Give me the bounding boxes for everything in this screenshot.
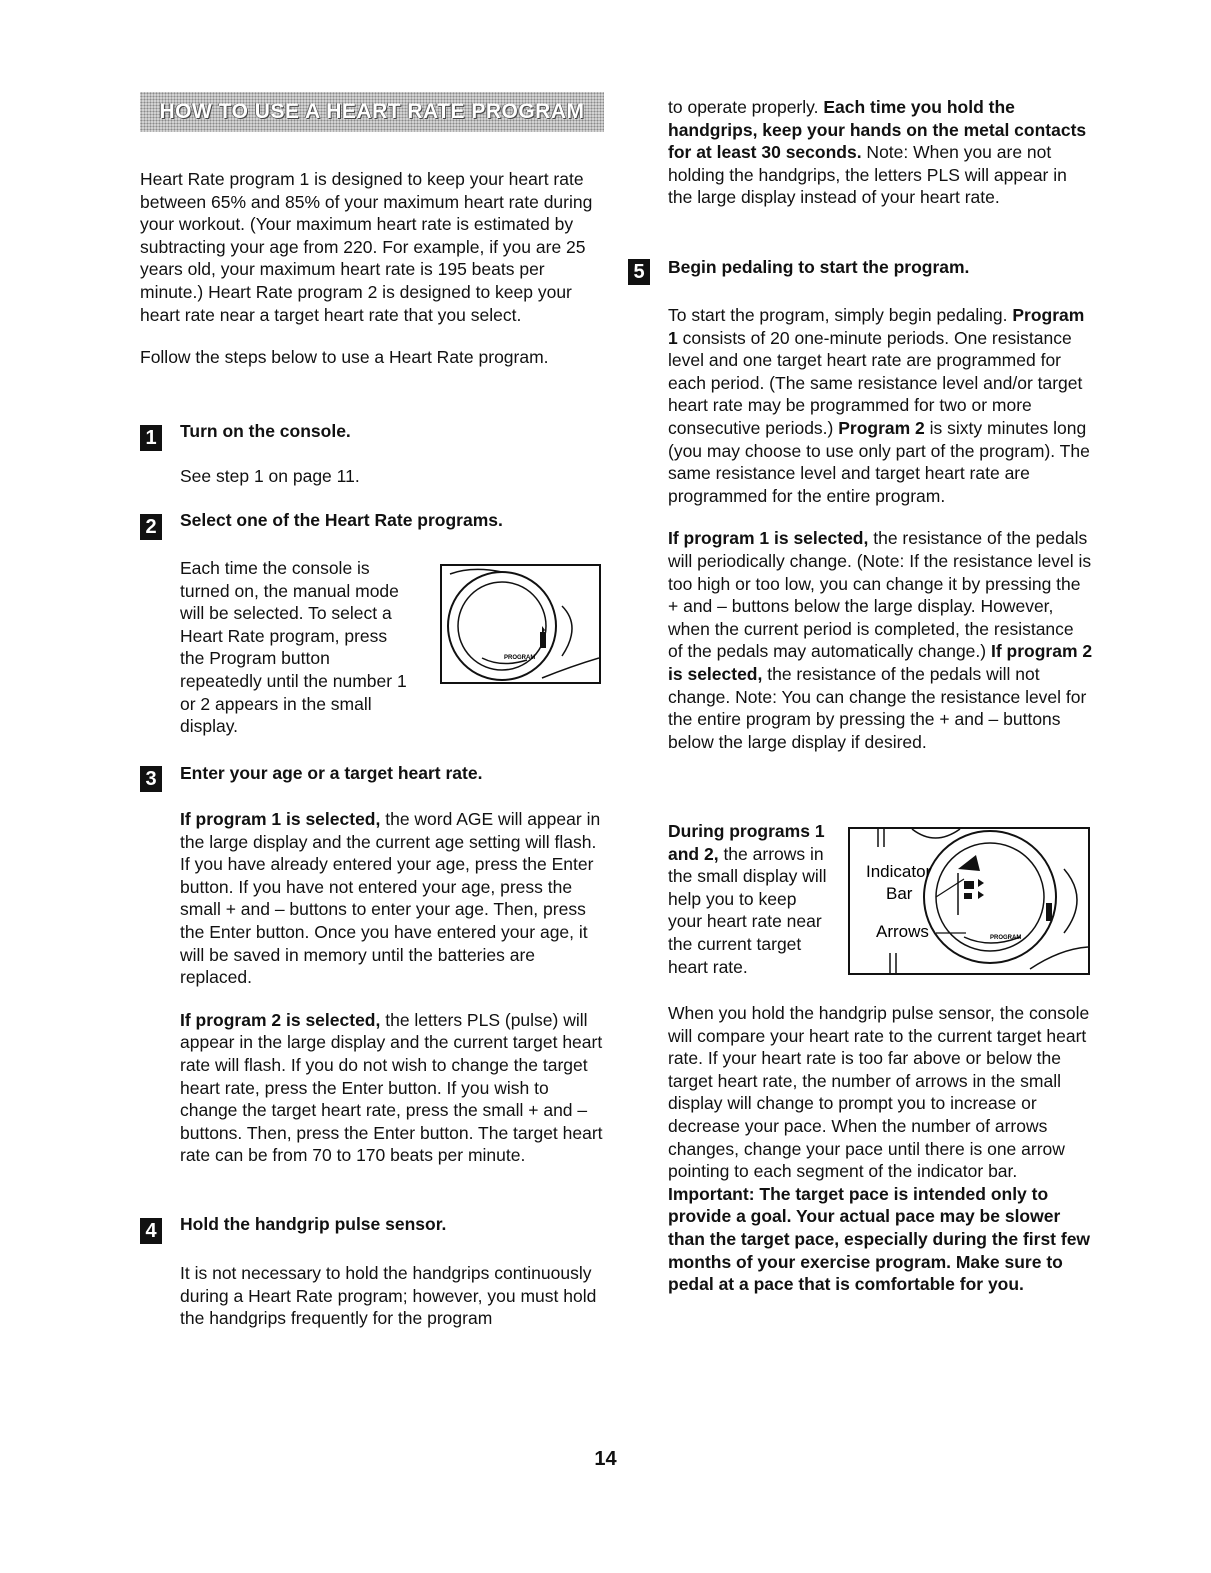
bold-lead: If program 1 is selected, (180, 809, 381, 829)
paragraph-text: is sixty minutes long (you may choose to use only part of the program). The same resistance level and target heart rate are programmed for the entire program. (668, 417, 1090, 506)
section-title: HOW TO USE A HEART RATE PROGRAM (159, 99, 585, 123)
intro-paragraph-2: Follow the steps below to use a Heart Rate program. (140, 347, 549, 368)
page-number: 14 (594, 1448, 617, 1470)
arrows-intro-paragraph (668, 820, 828, 978)
step-4-continued (668, 96, 1093, 209)
paragraph-text: consists of 20 one-minute periods. One resistance level and one target heart rate are programmed for each period. (The same resistance level and/or target heart rate may be programmed for two or more consecutive periods.) (668, 327, 1083, 438)
bold-lead: If program 2 is selected, (180, 1009, 381, 1030)
program-button-label: PROGRAM (990, 935, 1022, 941)
bold-lead: Program 1 (668, 305, 1085, 348)
section-header (140, 92, 604, 132)
bold-text: Each time you hold the handgrips, keep your hands on the metal contacts for at least 30 seconds. (668, 97, 1087, 163)
arrows-detail-paragraph (668, 1002, 1093, 1296)
paragraph-text: the word AGE will appear in the large display and the current age setting will flash. If you have already entered your age, press the Enter button. If you have not entered your age, press the small + and – buttons to enter your age. Then, press the Enter button. Once you have entered your age, it will be saved in memory until the batteries are replaced. (180, 809, 601, 988)
intro-text (140, 168, 600, 369)
paragraph-text: To start the program, simply begin pedaling. (668, 305, 1013, 325)
resistance-paragraph (668, 527, 1093, 753)
bold-lead: If program 1 is selected, (668, 528, 869, 549)
bar-label: Bar (886, 884, 913, 903)
arrows-label: Arrows (876, 922, 929, 941)
step-body: Each time the console is turned on, the manual mode will be selected. To select a Heart Rate program, press the Program button repeatedly until the number 1 or 2 appears in the small display. (180, 558, 407, 737)
program-2-paragraph (180, 1009, 605, 1167)
step-body (668, 304, 1093, 753)
step-body (180, 808, 605, 1167)
program-description-paragraph (668, 304, 1093, 507)
paragraph-text: the letters PLS (pulse) will appear in the large display and the current target heart rate will flash. If you do not wish to change the target heart rate, press the Enter button. If you wish to change the target heart rate, press the small + and – buttons. Then, press the Enter button. The target heart rate can be from 70 to 170 beats per minute. (180, 1009, 603, 1166)
step-number-badge: 3 (140, 766, 162, 792)
paragraph-text: the arrows in the small display will help you to keep your heart rate near the current target heart rate. (668, 843, 827, 977)
step-body: See step 1 on page 11. (180, 466, 360, 486)
bold-lead: During programs 1 and 2, (668, 821, 825, 864)
step-number-badge: 2 (140, 514, 162, 540)
step-body: It is not necessary to hold the handgrips continuously during a Heart Rate program; however, you must hold the handgrips frequently for the program (180, 1263, 597, 1329)
handgrip-paragraph (668, 96, 1093, 209)
important-note: Important: The target pace is intended only to provide a goal. Your actual pace may be slower than the target pace, especially during the first few months of your exercise program. Make sure to pedal at a pace that is comfortable for you. (668, 1183, 1091, 1295)
intro-paragraph-1: Heart Rate program 1 is designed to keep your heart rate between 65% and 85% of your maximum heart rate during your workout. (Your maximum heart rate is estimated by subtracting your age from 220. For example, if you are 25 years old, your maximum heart rate is 195 beats per minute.) Heart Rate program 2 is designed to keep your heart rate near a target heart rate that you select. (140, 169, 593, 325)
step-number-badge: 5 (628, 259, 650, 285)
program-1-paragraph (180, 808, 605, 989)
console-program-figure (440, 564, 601, 684)
step-title: Begin pedaling to start the program. (668, 257, 970, 277)
paragraph-text: Note: When you are not holding the handgrips, the letters PLS will appear in the large display instead of your heart rate. (668, 142, 1067, 208)
bold-lead: If program 2 is selected, (668, 641, 1093, 684)
step-title: Select one of the Heart Rate programs. (180, 510, 503, 530)
bold-lead: Program 2 (838, 417, 925, 438)
step-number-badge: 1 (140, 425, 162, 451)
step-title: Hold the handgrip pulse sensor. (180, 1214, 447, 1234)
paragraph-text: to operate properly. (668, 97, 824, 117)
indicator-label: Indicator (866, 862, 932, 881)
svg-text:PROGRAM: PROGRAM (504, 655, 536, 661)
indicator-bar-figure (848, 827, 1090, 975)
console-display-drawing (442, 566, 599, 682)
paragraph-text: When you hold the handgrip pulse sensor, the console will compare your heart rate to the current target heart rate. If your heart rate is too far above or below the target heart rate, the number of arrows in the small display will change to prompt you to increase or decrease your pace. When the number of arrows changes, change your pace until there is one arrow pointing to each segment of the indicator bar. (668, 1003, 1090, 1182)
indicator-display-drawing (850, 829, 1088, 973)
step-title: Turn on the console. (180, 421, 351, 441)
step-number-badge: 4 (140, 1218, 162, 1244)
step-title: Enter your age or a target heart rate. (180, 763, 483, 783)
paragraph-text: the resistance of the pedals will periodically change. (Note: If the resistance level is too high or too low, you can change it by pressing the + and – buttons below the large display. However, when the current period is completed, the resistance of the pedals may automatically change.) (668, 528, 1092, 662)
paragraph-text: the resistance of the pedals will not change. Note: You can change the resistance level for the entire program by pressing the + and – buttons below the large display if desired. (668, 663, 1087, 752)
